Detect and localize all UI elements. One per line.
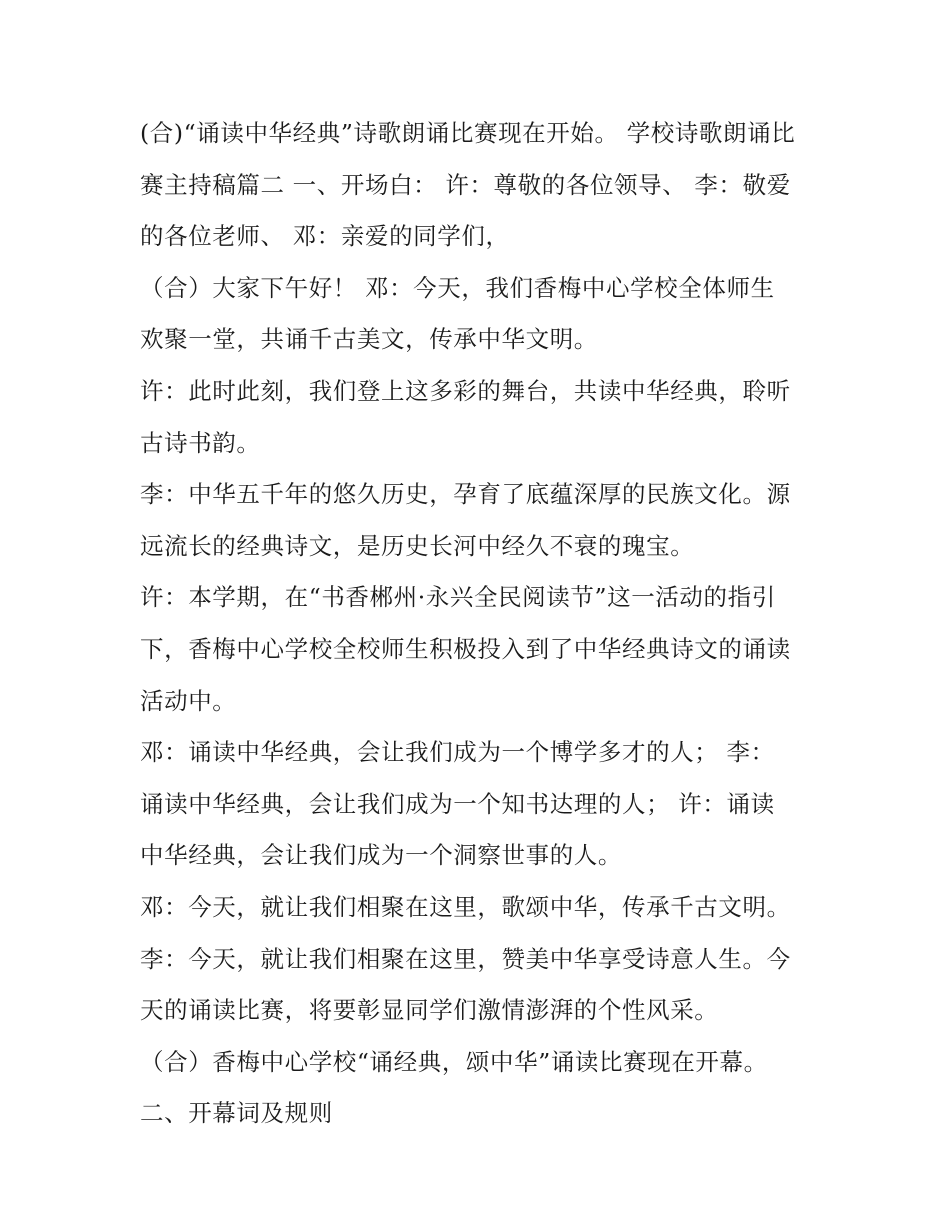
text-line: 欢聚一堂，共诵千古美文，传承中华文明。 [140, 325, 598, 354]
section-heading: 二、开幕词及规则 [140, 1099, 333, 1128]
text-line: （合）香梅中心学校“诵经典，颂中华”诵读比赛现在开幕。 [140, 1047, 768, 1076]
document-body [140, 108, 820, 1140]
text-line: 邓：诵读中华经典，会让我们成为一个博学多才的人； 李： [140, 738, 775, 767]
text-line: 诵读中华经典，会让我们成为一个知书达理的人； 许：诵读 [140, 789, 775, 818]
text-line: 活动中。 [140, 686, 237, 715]
text-line: 天的诵读比赛，将要彰显同学们激情澎湃的个性风采。 [140, 996, 719, 1025]
text-line: 赛主持稿篇二 一、开场白： 许：尊敬的各位领导、 李：敬爱 [140, 170, 791, 199]
text-line: 中华经典，会让我们成为一个洞察世事的人。 [140, 841, 622, 870]
text-line: 的各位老师、 邓：亲爱的同学们， [140, 222, 510, 251]
text-line: 许：本学期，在“书香郴州·永兴全民阅读节”这一活动的指引 [140, 583, 776, 612]
text-line: 许：此时此刻，我们登上这多彩的舞台，共读中华经典，聆听 [140, 376, 791, 405]
text-line: 李：今天，就让我们相聚在这里，赞美中华享受诗意人生。今 [140, 944, 791, 973]
text-line: （合）大家下午好！ 邓：今天，我们香梅中心学校全体师生 [140, 273, 775, 302]
text-line: 远流长的经典诗文，是历史长河中经久不衰的瑰宝。 [140, 531, 695, 560]
text-line: 古诗书韵。 [140, 428, 261, 457]
text-line: 下，香梅中心学校全校师生积极投入到了中华经典诗文的诵读 [140, 634, 791, 663]
text-line: (合)“诵读中华经典”诗歌朗诵比赛现在开始。 学校诗歌朗诵比 [140, 119, 796, 147]
text-line: 邓：今天，就让我们相聚在这里，歌颂中华，传承千古文明。 [140, 892, 791, 921]
text-line: 李：中华五千年的悠久历史，孕育了底蕴深厚的民族文化。源 [140, 480, 791, 509]
